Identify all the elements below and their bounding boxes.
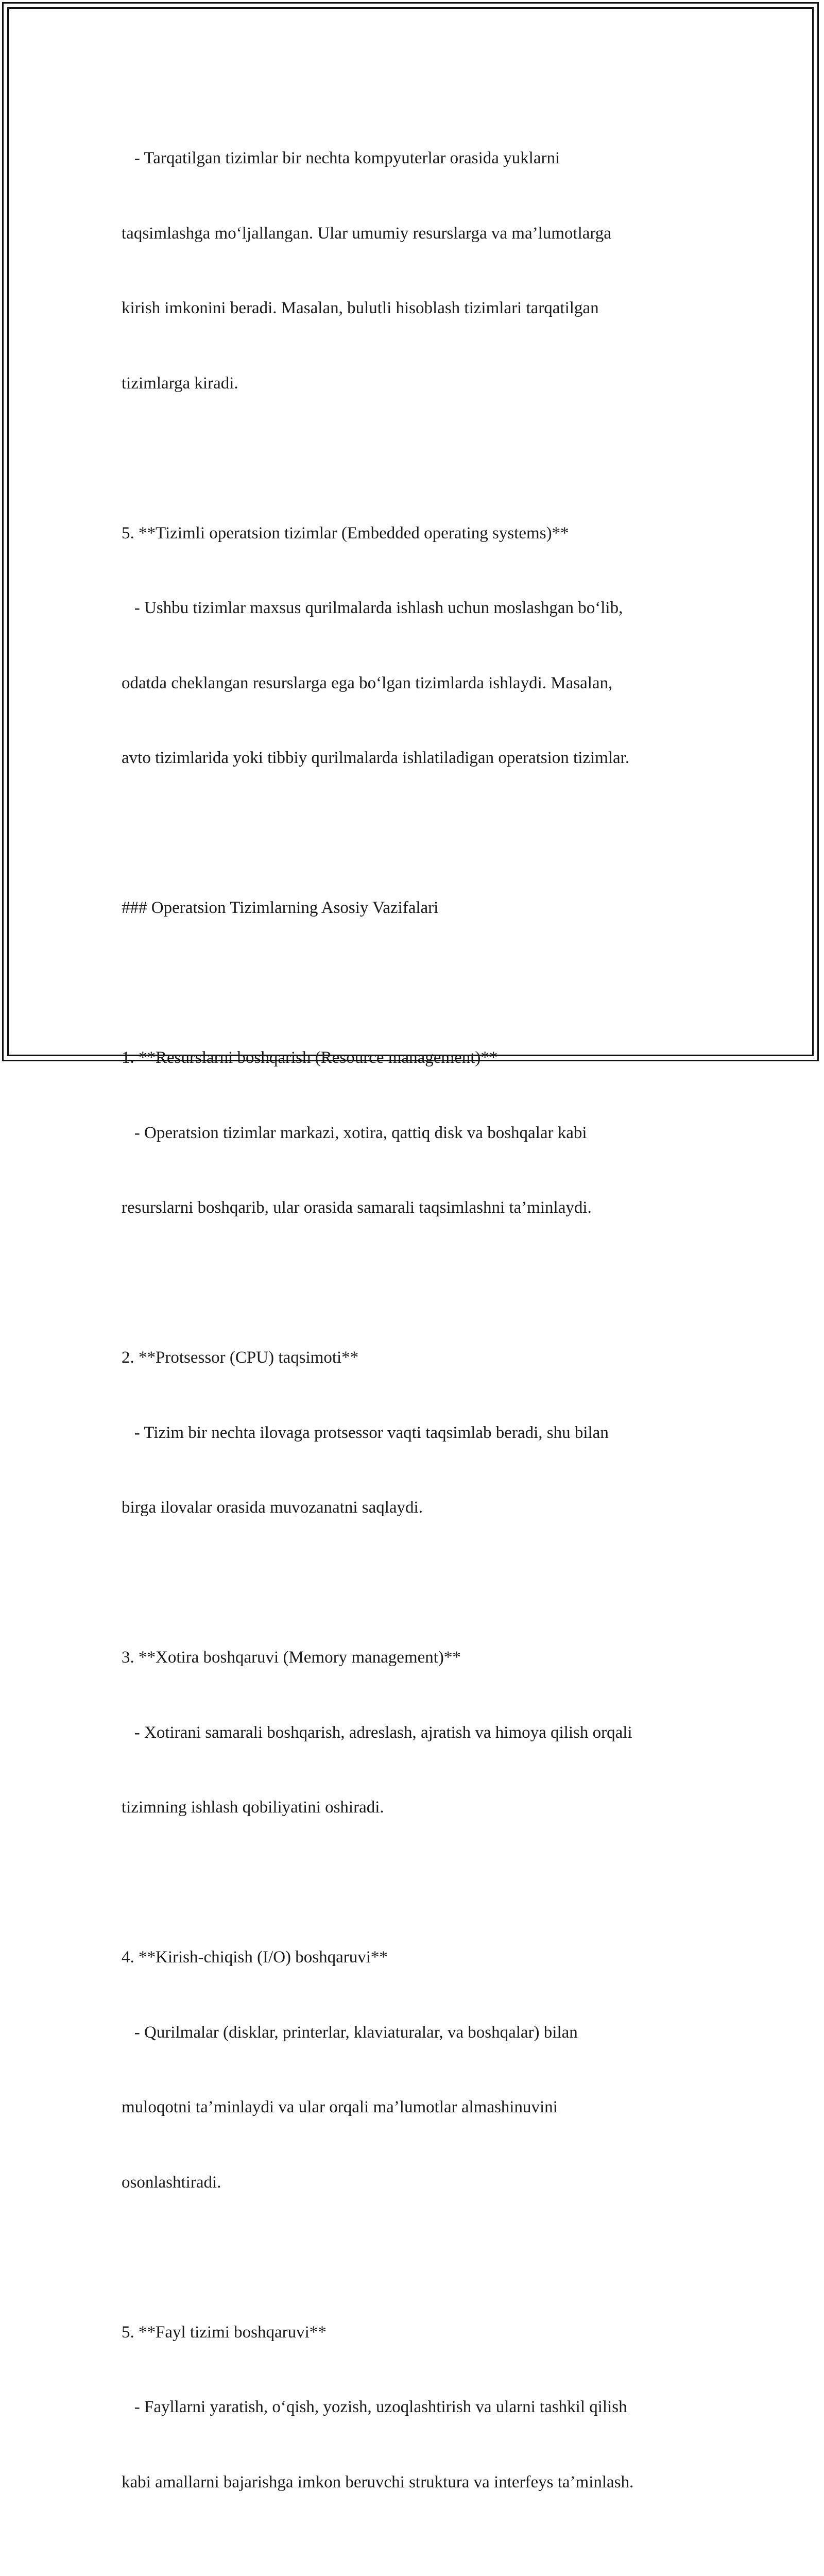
blank-line (122, 821, 709, 846)
list-heading: 4. **Kirish-chiqish (I/O) boshqaruvi** (122, 1948, 388, 1967)
text-line: - Tarqatilgan tizimlar bir nechta kompyuterlar orasida yuklarni (122, 149, 560, 167)
list-heading: 5. **Fayl tizimi boshqaruvi** (122, 2323, 327, 2342)
text-line: resurslarni boshqarib, ular orasida samarali taqsimlashni ta’minlaydi. (122, 1198, 592, 1217)
list-heading: 1. **Resurslarni boshqarish (Resource management)** (122, 1048, 498, 1067)
blank-line (122, 2245, 709, 2270)
text-line: - Fayllarni yaratish, o‘qish, yozish, uzoqlashtirish va ularni tashkil qilish (122, 2398, 627, 2416)
blank-line (122, 1870, 709, 1895)
blank-line (122, 971, 709, 996)
list-heading: 2. **Protsessor (CPU) taqsimoti** (122, 1348, 359, 1367)
text-line: tizimlarga kiradi. (122, 374, 238, 393)
text-line: - Xotirani samarali boshqarish, adreslash, ajratish va himoya qilish orqali (122, 1723, 632, 1742)
text-line: muloqotni ta’minlaydi va ular orqali ma’lumotlar almashinuvini (122, 2098, 558, 2116)
text-line: avto tizimlarida yoki tibbiy qurilmalarda ishlatiladigan operatsion tizimlar. (122, 749, 630, 767)
text-line: kabi amallarni bajarishga imkon beruvchi struktura va interfeys ta’minlash. (122, 2472, 634, 2492)
document-body (122, 96, 709, 2576)
text-line: taqsimlashga mo‘ljallangan. Ular umumiy resurslarga va ma’lumotlarga (122, 224, 611, 243)
text-line: odatda cheklangan resurslarga ega bo‘lgan tizimlarda ishlaydi. Masalan, (122, 673, 613, 692)
text-line: - Operatsion tizimlar markazi, xotira, qattiq disk va boshqalar kabi (122, 1123, 587, 1142)
text-line: osonlashtiradi. (122, 2173, 221, 2192)
blank-line (122, 1570, 709, 1596)
text-line: birga ilovalar orasida muvozanatni saqlaydi. (122, 1498, 423, 1517)
blank-line (122, 446, 709, 471)
text-line: - Qurilmalar (disklar, printerlar, klaviaturalar, va boshqalar) bilan (122, 2023, 578, 2042)
text-line: kirish imkonini beradi. Masalan, bulutli hisoblash tizimlari tarqatilgan (122, 299, 599, 317)
list-heading: 5. **Tizimli operatsion tizimlar (Embedded operating systems)** (122, 523, 569, 543)
blank-line (122, 2545, 709, 2570)
text-line: tizimning ishlash qobiliyatini oshiradi. (122, 1798, 384, 1817)
text-line: - Tizim bir nechta ilovaga protsessor vaqti taqsimlab beradi, shu bilan (122, 1423, 609, 1442)
blank-line (122, 1270, 709, 1296)
section-heading: ### Operatsion Tizimlarning Asosiy Vazifalari (122, 899, 439, 917)
list-heading: 3. **Xotira boshqaruvi (Memory management)** (122, 1648, 461, 1667)
text-line: - Ushbu tizimlar maxsus qurilmalarda ishlash uchun moslashgan bo‘lib, (122, 599, 623, 617)
